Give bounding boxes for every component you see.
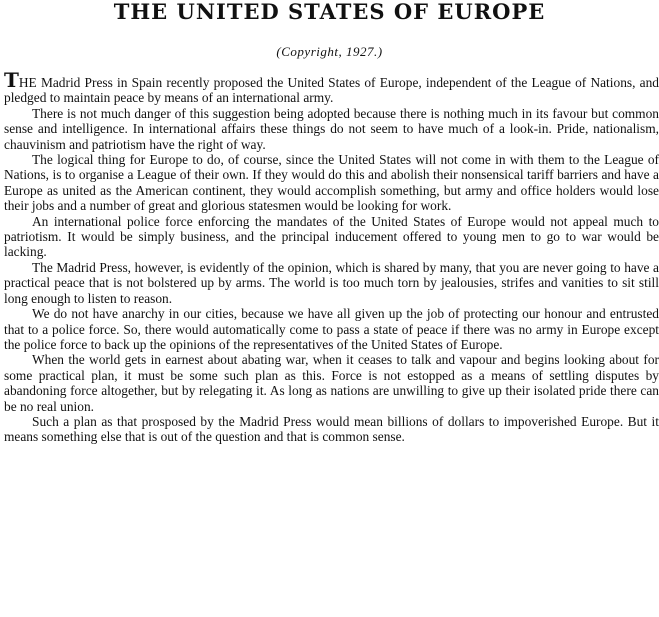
article-paragraph: When the world gets in earnest about abating war, when it ceases to talk and vapour and begins looking about for some practical plan, it must be some such plan as this. Force is not estopped as a means of settling disputes by abandoning force altogether, but by relegating it. As long as nations are unwilling to give up their isolated pride there can be no real union. bbox=[4, 352, 659, 414]
article-paragraph: There is not much danger of this suggestion being adopted because there is nothing much in its favour but common sense and intelligence. In international affairs these things do not seem to have much of a look-in. Pride, nationalism, chauvinism and patriotism have the right of way. bbox=[4, 105, 659, 152]
article-paragraph: The logical thing for Europe to do, of course, since the United States will not come in with them to the League of Nations, is to organise a League of their own. If they would do this and abolish their nonsensical tariff barriers and have a Europe as united as the American continent, they would accomplish something, but army and office holders would lose their jobs and a number of great and glorious statesmen would be looking for work. bbox=[4, 152, 659, 214]
copyright-line: (Copyright, 1927.) bbox=[276, 44, 383, 59]
article-paragraph: An international police force enforcing the mandates of the United States of Europe would not appeal much to patriotism. It would be simply business, and the principal inducement offered to young men to go to war would be lacking. bbox=[4, 213, 659, 260]
article-headline: THE UNITED STATES OF EUROPE bbox=[113, 0, 546, 24]
paragraph-text: HE Madrid Press in Spain recently proposed the United States of Europe, independent of the League of Nations, and pledged to maintain peace by means of an international army. bbox=[4, 75, 659, 106]
article-paragraph: The Madrid Press, however, is evidently of the opinion, which is shared by many, that you are never going to have a practical peace that is not bolstered up by arms. The world is too much torn by jealousies, strifes and vanities to sit still long enough to listen to reason. bbox=[4, 259, 659, 306]
article-paragraph bbox=[4, 68, 659, 106]
drop-cap: T bbox=[4, 68, 19, 92]
article-body bbox=[4, 68, 659, 445]
article-paragraph: Such a plan as that prosposed by the Madrid Press would mean billions of dollars to impoverished Europe. But it means something else that is out of the question and that is common sense. bbox=[4, 413, 659, 445]
article-paragraph: We do not have anarchy in our cities, because we have all given up the job of protecting our honour and entrusted that to a police force. So, there would automatically come to pass a state of peace if there was no army in Europe except the police force to back up the opinions of the representatives of the United States of Europe. bbox=[4, 306, 659, 352]
